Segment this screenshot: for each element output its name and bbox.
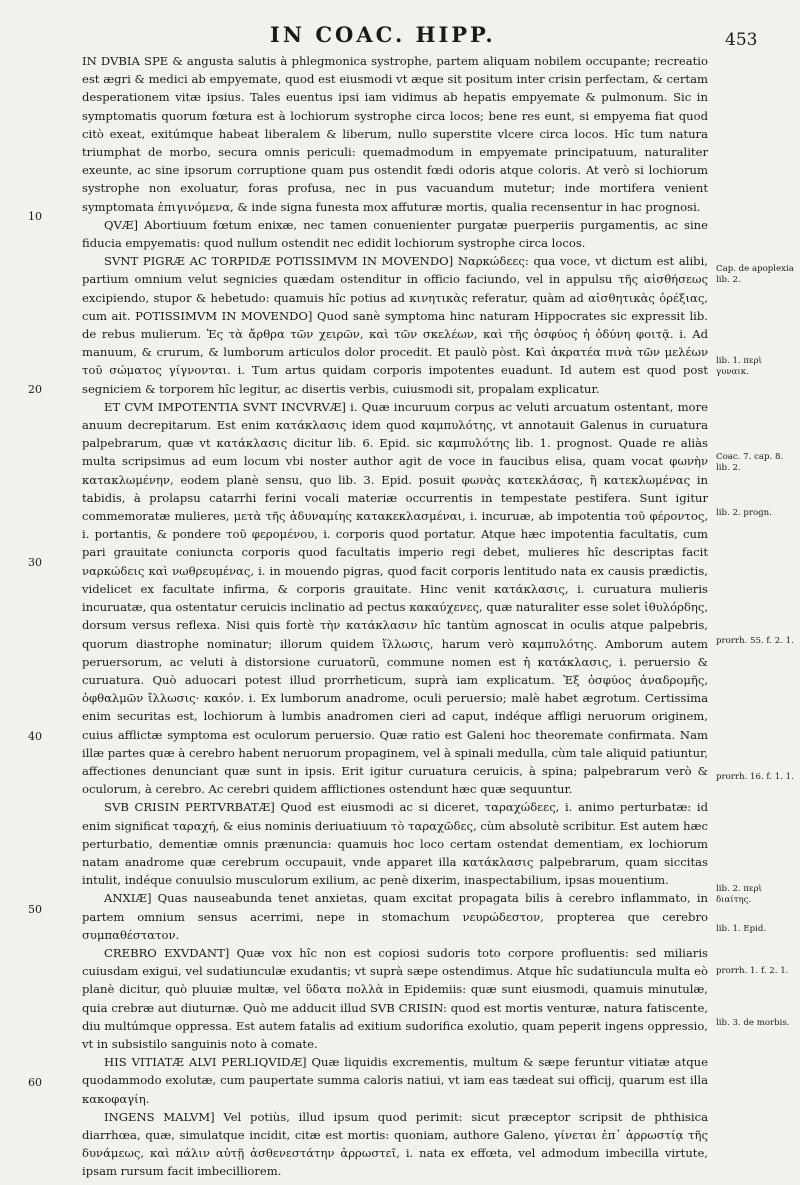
- paragraph-ingens-malum: INGENS MALVM] Vel potiùs, illud ipsum quod perimit: sicut præceptor scripsit de phthisica diarrhœa, quæ, simulatque incidit, citæ est mortis: quoniam, authore Galeno, γίνεται ἐπ᾽ ἀρρωστίᾳ τῆς δυνάμεως, καὶ πάλιν αὐτῇ ἀσθενεστάτην ἀρρωστεῖ, i. nata ex effœta, vel admodum imbecilla virtute, ipsam rursum facit imbecilliorem.: [82, 1109, 708, 1179]
- line-number: 60: [28, 1076, 42, 1089]
- line-number: 20: [28, 383, 42, 396]
- line-number: 30: [28, 556, 42, 569]
- line-number: 50: [28, 903, 42, 916]
- paragraph-crebro-exudant: CREBRO EXVDANT] Quæ vox hîc non est copiosi sudoris toto corpore profluentis: sed miliaris cuiusdam exigui, vel sudatiunculæ exudantis; vt suprà sæpe ostendimus. Atque hîc sudatiuncula multa eò planè dicitur, quò pluuiæ multæ, vel ὕδατα πολλὰ in Epidemiis: quæ sunt eiusmodi, quamuis minutulæ, quia crebræ aut diuturnæ. Quò me adducit illud SVB CRISIN: quod est mortis venturæ, natura fatiscente, diu multúmque oppressa. Est autem fatalis ad exitium sudorifica exolutio, quam peperit ingens oppressio, vt in subsistilo sanguinis noto à comate.: [82, 945, 708, 1051]
- line-number: 10: [28, 210, 42, 223]
- margin-note: Coac. 7. cap. 8. lib. 2.: [716, 452, 784, 473]
- paragraph-et-cum-impotentia: ET CVM IMPOTENTIA SVNT INCVRVÆ] i. Quæ incuruum corpus ac veluti arcuatum ostentant, more anuum decrepitarum. Est enim κατάκλασις idem quod καμπυλότης, vt annotauit Galenus in curuatura palpebrarum, quæ vt κατάκλασις dicitur lib. 6. Epid. sic καμπυλότης lib. 1. prognost. Quade re aliàs multa scripsimus ad eum locum vbi noster author agit de voce in faucibus elisa, quam vocat φωνὴν κατακλωμένην, eodem planè sensu, quo lib. 3. Epid. posuit φωνὰς κατεκλάσας, ἢ κατεκλωμένας in tabidis, à prolapsu catarrhi ferini vocali materiæ occurrentis in tempestate pestifera. Sunt igitur commemoratæ mulieres, μετὰ τῆς ἀδυναμίης κατακεκλασμέναι, i. incuruæ, ab impotentia τοῦ φέροντος, i. portantis, & pondere τοῦ φερομένου, i. corporis quod portatur. Atque hæc impotentia facultatis, cum pari grauitate coniuncta corporis quod facultatis imperio regi debet, mulieres hîc descriptas facit ναρκώδεις καὶ νωθρευμένας, i. in mouendo pigras, quod facit corporis lentitudo nata ex causis prædictis, videlicet ex facultate infirma, & corporis grauitate. Hinc venit κατάκλασις, i. curuatura mulieris incuruatæ, qua ostentatur ceruicis inclinatio ad pectus κακαύχενες, quæ naturaliter esse solet ἰθυλόρδης, dorsum versus reflexa. Nisi quis fortè τὴν κατάκλασιν hîc tantùm agnoscat in oculis atque palpebris, quorum diastrophe nominatur; illorum quidem ἴλλωσις, harum verò καμπυλότης. Amborum autem peruersorum, ac veluti à distorsione curuatorũ, commune nomen est ἡ κατάκλασις, i. peruersio & curuatura. Quò aduocari potest illud prorrheticum, suprà iam explicatum. Ἐξ ὀσφύος ἀναδρομῆς, ὀφθαλμῶν ἴλλωσις· κακόν. i. Ex lumborum anadrome, oculi peruersio; malè habet ægrotum. Certissima enim securitas est, lochiorum à lumbis anadromen cieri ad caput, indéque affligi neruorum originem, cuius afflictæ symptoma est oculorum peruersio. Quæ ratio est Galeni hoc theoremate confirmata. Nam illæ partes quæ à cerebro habent neruorum propaginem, vel à spinali medulla, cùm tale aliquid patiuntur, affectiones denunciant quæ sunt in ipsis. Erit igitur curuatura ceruicis, à spina; palpebrarum verò & oculorum, à cerebro. Ac cerebri quidem afflictiones ostendunt hæc quæ sequuntur.: [82, 399, 709, 797]
- line-number: 40: [28, 730, 42, 743]
- margin-note: lib. 3. de morbis.: [716, 1018, 790, 1028]
- margin-note: prorrh. 16. f. 1. 1.: [716, 772, 794, 782]
- margin-note: lib. 2. περὶ διαίτης.: [716, 884, 762, 905]
- margin-note: lib. 1. Epid.: [716, 924, 767, 934]
- margin-note: prorrh. 1. f. 2. 1.: [716, 966, 789, 976]
- paragraph-his-vitiatae: HIS VITIATÆ ALVI PERLIQVIDÆ] Quæ liquidis excrementis, multum & sæpe feruntur vitiatæ atque quodammodo exolutæ, cum paupertate summa caloris natiui, vt iam eas tædeat sui officij, quarum est illa κακοφαγίη.: [82, 1055, 708, 1106]
- margin-note: lib. 2. progn.: [716, 508, 772, 518]
- paragraph-quae: QVÆ] Abortiuum fœtum enixæ, nec tamen conuenienter purgatæ puerperiis purgamentis, ac sine fiducia empyematis: quod nullum ostendit nec edidit lochiorum systrophe circa locos.: [82, 217, 708, 251]
- paragraph-anxiae: ANXIÆ] Quas nauseabunda tenet anxietas, quam excitat propagata bilis à cerebro inflammato, in partem omnium sensus acerrimi, nepe in stomachum νευρώδεστον, propterea que cerebro συμπαθέστατον.: [82, 891, 708, 942]
- commentary-text: [82, 52, 708, 1181]
- margin-note: prorrh. 55. f. 2. 1.: [716, 636, 794, 646]
- margin-note: lib. 1. περὶ γυναικ.: [716, 356, 762, 377]
- paragraph-in-dubia-spe: IN DVBIA SPE & angusta salutis à phlegmonica systrophe, partem aliquam nobilem occupante; recreatio est ægri & medici ab empyemate, quod est eiusmodi vt æque sit positum inter crisin perfectam, & certam desperationem vitæ ipsius. Tales euentus ipsi iam vidimus ab hepatis empyemate & pulmonum. Sic in symptomatis quorum fœtura est à lochiorum systrophe circa locos; bene res eunt, si empyema fiat quod citò exeat, exitúmque habeat liberalem & liberum, nullo superstite vlcere circa locos. Hîc tum natura triumphat de morbo, secura omnis periculi: quemadmodum in empyemate principatuum, naturaliter exeunte, ac sine ipsorum corruptione quam pus ostendit fœdi odoris atque coloris. At verò si lochiorum systrophe non exoluatur, foras profusa, nec in pus vacuandum mutetur; inde mortifera venient symptomata ἐπιγινόμενα, & inde signa funesta mox affuturæ mortis, qualia recensentur in hac prognosi.: [82, 54, 708, 214]
- running-head: IN COAC. HIPP.: [270, 22, 496, 47]
- page-number: 453: [725, 30, 758, 50]
- margin-note: Cap. de apoplexia lib. 2.: [716, 264, 794, 285]
- paragraph-sunt-pigrae: SVNT PIGRÆ AC TORPIDÆ POTISSIMVM IN MOVENDO] Ναρκώδεες: qua voce, vt dictum est alibi, partium omnium velut segnicies quædam ostenditur in officio faciundo, vel in appulsu τῆς αἰσθήσεως excipiendo, stupor & hebetudo: quamuis hîc potius ad κινητικὰς referatur, quàm ad αἰσθητικὰς ὀρέξιας, cum ait. POTISSIMVM IN MOVENDO] Quod sanè symptoma hinc naturam Hippocrates sic expressit lib. de rebus mulierum. Ἐς τὰ ἄρθρα τῶν χειρῶν, καὶ τῶν σκελέων, καὶ τῆς ὀσφύος ἡ ὀδύνη φοιτᾷ. i. Ad manuum, & crurum, & lumborum articulos dolor procedit. Et paulò pòst. Καὶ ἀκρατέα πινὰ τῶν μελέων τοῦ σώματος γίγνονται. i. Tum artus quidam corporis impotentes euadunt. Id autem est quod post segniciem & torporem hîc legitur, ac disertis verbis, cuiusmodi sit, propalam explicatur.: [82, 254, 708, 396]
- paragraph-sub-crisin: SVB CRISIN PERTVRBATÆ] Quod est eiusmodi ac si diceret, ταραχώδεες, i. animo perturbatæ: id enim significat ταραχή, & eius nominis deriuatiuum τὸ ταραχῶδες, cùm absolutè scribitur. Est autem hæc perturbatio, dementiæ omnis prænuncia: quamuis hoc loco certam ostendat dementiam, ex lochiorum natam anadrome quæ cerebrum occupauit, vnde apparet illa κατάκλασις palpebrarum, quam siccitas intulit, indéque conuulsio musculorum exilium, ac penè dixerim, inaspectabilium, ipsas mouentium.: [82, 800, 708, 888]
